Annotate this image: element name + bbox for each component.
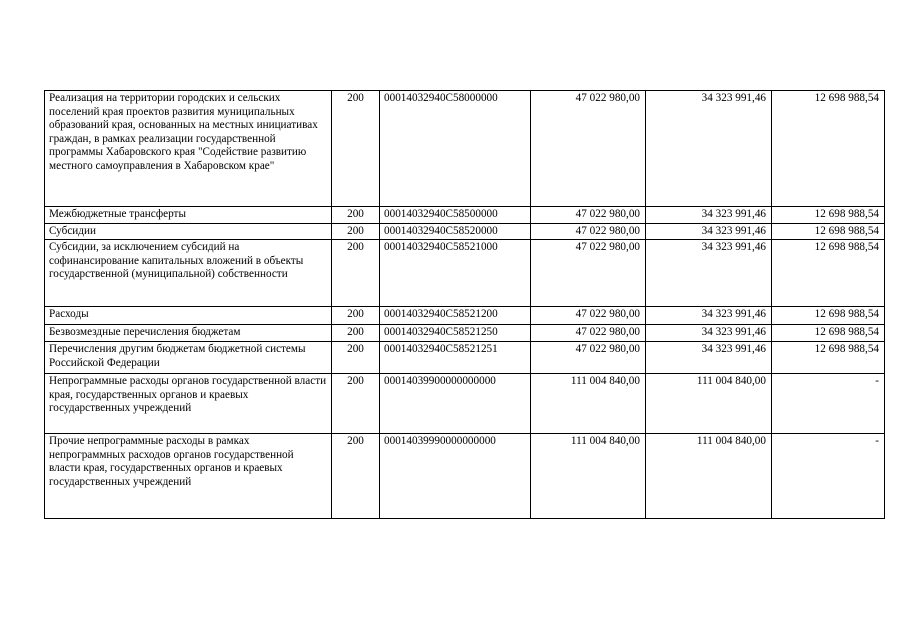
row-code: 200 — [332, 342, 380, 374]
row-code: 200 — [332, 434, 380, 519]
table-row — [45, 374, 885, 434]
row-executed: 111 004 840,00 — [646, 434, 772, 519]
table-row — [45, 325, 885, 342]
row-executed: 34 323 991,46 — [646, 240, 772, 307]
row-target-code: 00014039900000000000 — [380, 374, 531, 434]
row-unexecuted: 12 698 988,54 — [772, 207, 885, 224]
row-code: 200 — [332, 207, 380, 224]
row-approved: 47 022 980,00 — [531, 325, 646, 342]
row-code: 200 — [332, 325, 380, 342]
row-code: 200 — [332, 374, 380, 434]
row-code: 200 — [332, 91, 380, 207]
row-name: Расходы — [45, 307, 332, 325]
row-target-code: 00014032940С58500000 — [380, 207, 531, 224]
budget-execution-table — [44, 90, 885, 519]
table-row — [45, 307, 885, 325]
row-executed: 34 323 991,46 — [646, 325, 772, 342]
table-row — [45, 224, 885, 240]
row-target-code: 00014032940С58521000 — [380, 240, 531, 307]
table-row — [45, 434, 885, 519]
row-name: Реализация на территории городских и сельских поселений края проектов развития муниципальных образований края, основанных на местных инициативах граждан, в рамках реализации государственной программы Хабаровского края "Содействие развитию местного самоуправления в Хабаровском крае" — [45, 91, 332, 207]
row-unexecuted: 12 698 988,54 — [772, 91, 885, 207]
row-name: Перечисления другим бюджетам бюджетной системы Российской Федерации — [45, 342, 332, 374]
budget-execution-table-container — [44, 90, 884, 519]
row-approved: 47 022 980,00 — [531, 240, 646, 307]
row-approved: 111 004 840,00 — [531, 434, 646, 519]
row-approved: 47 022 980,00 — [531, 307, 646, 325]
table-row — [45, 207, 885, 224]
row-target-code: 00014032940С58521251 — [380, 342, 531, 374]
row-name: Прочие непрограммные расходы в рамках непрограммных расходов органов государственной власти края, государственных органов и краевых государственных учреждений — [45, 434, 332, 519]
row-executed: 34 323 991,46 — [646, 91, 772, 207]
row-target-code: 00014032940С58000000 — [380, 91, 531, 207]
row-target-code: 00014032940С58520000 — [380, 224, 531, 240]
row-executed: 111 004 840,00 — [646, 374, 772, 434]
row-unexecuted: 12 698 988,54 — [772, 240, 885, 307]
row-approved: 47 022 980,00 — [531, 224, 646, 240]
row-name: Субсидии — [45, 224, 332, 240]
row-unexecuted: - — [772, 434, 885, 519]
row-target-code: 00014032940С58521250 — [380, 325, 531, 342]
row-name: Межбюджетные трансферты — [45, 207, 332, 224]
row-approved: 47 022 980,00 — [531, 342, 646, 374]
row-executed: 34 323 991,46 — [646, 224, 772, 240]
row-code: 200 — [332, 224, 380, 240]
table-row — [45, 240, 885, 307]
row-approved: 47 022 980,00 — [531, 91, 646, 207]
row-name: Непрограммные расходы органов государственной власти края, государственных органов и краевых государственных учреждений — [45, 374, 332, 434]
row-unexecuted: 12 698 988,54 — [772, 342, 885, 374]
table-row — [45, 342, 885, 374]
row-unexecuted: 12 698 988,54 — [772, 224, 885, 240]
row-approved: 111 004 840,00 — [531, 374, 646, 434]
row-name: Безвозмездные перечисления бюджетам — [45, 325, 332, 342]
row-executed: 34 323 991,46 — [646, 307, 772, 325]
row-executed: 34 323 991,46 — [646, 207, 772, 224]
row-unexecuted: - — [772, 374, 885, 434]
table-row — [45, 91, 885, 207]
row-executed: 34 323 991,46 — [646, 342, 772, 374]
row-target-code: 00014039990000000000 — [380, 434, 531, 519]
row-approved: 47 022 980,00 — [531, 207, 646, 224]
row-unexecuted: 12 698 988,54 — [772, 307, 885, 325]
row-code: 200 — [332, 307, 380, 325]
row-target-code: 00014032940С58521200 — [380, 307, 531, 325]
row-unexecuted: 12 698 988,54 — [772, 325, 885, 342]
row-name: Субсидии, за исключением субсидий на софинансирование капитальных вложений в объекты государственной (муниципальной) собственности — [45, 240, 332, 307]
row-code: 200 — [332, 240, 380, 307]
